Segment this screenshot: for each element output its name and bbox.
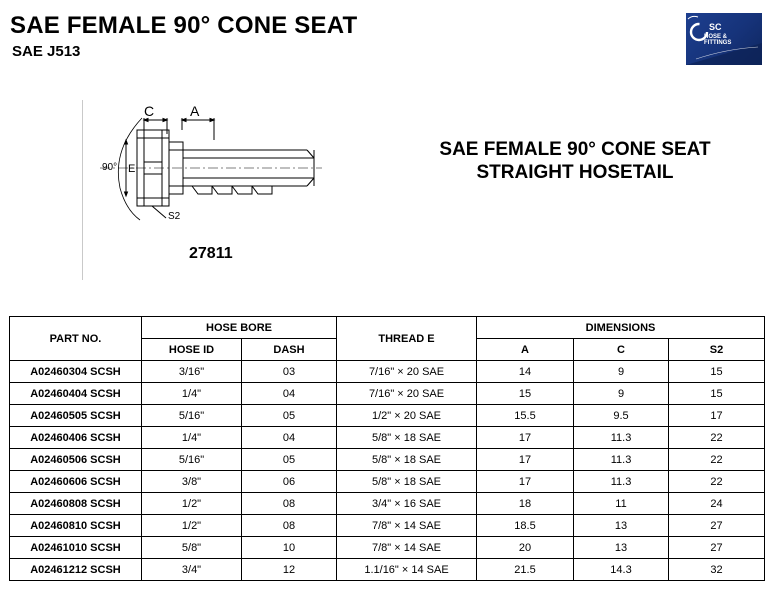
cell-thread: 5/8" × 18 SAE	[337, 449, 477, 471]
cell-hose-id: 1/2"	[142, 515, 242, 537]
cell-hose-id: 5/8"	[142, 537, 242, 559]
cell-part-no: A02460808 SCSH	[10, 493, 142, 515]
header-dimensions: DIMENSIONS	[477, 317, 765, 339]
cell-a: 17	[477, 471, 574, 493]
cell-hose-id: 3/16"	[142, 361, 242, 383]
cell-s2: 24	[669, 493, 765, 515]
cell-a: 15	[477, 383, 574, 405]
cell-c: 11.3	[574, 471, 669, 493]
cell-c: 11.3	[574, 449, 669, 471]
cell-thread: 7/16" × 20 SAE	[337, 361, 477, 383]
cell-hose-id: 5/16"	[142, 449, 242, 471]
cell-dash: 05	[242, 405, 337, 427]
page-title: SAE FEMALE 90° CONE SEAT	[10, 12, 358, 39]
header-a: A	[477, 339, 574, 361]
cell-hose-id: 1/4"	[142, 383, 242, 405]
cell-a: 20	[477, 537, 574, 559]
company-logo	[686, 13, 762, 65]
cell-thread: 5/8" × 18 SAE	[337, 427, 477, 449]
table-row	[10, 471, 765, 493]
table-row	[10, 559, 765, 581]
product-heading-line2: STRAIGHT HOSETAIL	[476, 162, 674, 183]
cell-part-no: A02460810 SCSH	[10, 515, 142, 537]
spec-table	[9, 316, 765, 581]
product-heading-line1: SAE FEMALE 90° CONE SEAT	[439, 139, 711, 160]
header-hose-id: HOSE ID	[142, 339, 242, 361]
cell-s2: 15	[669, 361, 765, 383]
cell-dash: 08	[242, 493, 337, 515]
cell-dash: 03	[242, 361, 337, 383]
cell-part-no: A02461010 SCSH	[10, 537, 142, 559]
cell-hose-id: 5/16"	[142, 405, 242, 427]
part-code: 27811	[189, 245, 233, 262]
cell-a: 15.5	[477, 405, 574, 427]
cell-thread: 1.1/16" × 14 SAE	[337, 559, 477, 581]
cell-s2: 27	[669, 515, 765, 537]
cell-c: 9.5	[574, 405, 669, 427]
logo-line1: HOSE &	[704, 34, 728, 40]
cell-hose-id: 3/4"	[142, 559, 242, 581]
header-thread: THREAD E	[337, 317, 477, 361]
cell-s2: 15	[669, 383, 765, 405]
label-angle: 90°	[102, 162, 118, 173]
cell-a: 14	[477, 361, 574, 383]
table-row	[10, 493, 765, 515]
cell-hose-id: 3/8"	[142, 471, 242, 493]
cell-a: 18	[477, 493, 574, 515]
cell-c: 9	[574, 383, 669, 405]
cell-dash: 04	[242, 383, 337, 405]
cell-thread: 5/8" × 18 SAE	[337, 471, 477, 493]
cell-hose-id: 1/4"	[142, 427, 242, 449]
product-heading	[420, 138, 730, 184]
cell-a: 17	[477, 427, 574, 449]
cell-part-no: A02460404 SCSH	[10, 383, 142, 405]
table-row	[10, 427, 765, 449]
cell-a: 17	[477, 449, 574, 471]
cell-dash: 10	[242, 537, 337, 559]
standard-subtitle: SAE J513	[12, 43, 81, 60]
cell-part-no: A02460606 SCSH	[10, 471, 142, 493]
cell-thread: 3/4" × 16 SAE	[337, 493, 477, 515]
cell-c: 13	[574, 537, 669, 559]
label-a: A	[190, 103, 200, 119]
cell-dash: 08	[242, 515, 337, 537]
cell-dash: 12	[242, 559, 337, 581]
table-row	[10, 383, 765, 405]
label-e: E	[128, 163, 136, 175]
cell-part-no: A02461212 SCSH	[10, 559, 142, 581]
label-s2: S2	[168, 211, 181, 222]
logo-mark: SC	[709, 22, 722, 32]
table-row	[10, 405, 765, 427]
cell-a: 18.5	[477, 515, 574, 537]
header-hose-bore: HOSE BORE	[142, 317, 337, 339]
cell-part-no: A02460506 SCSH	[10, 449, 142, 471]
cell-a: 21.5	[477, 559, 574, 581]
cell-part-no: A02460505 SCSH	[10, 405, 142, 427]
cell-dash: 04	[242, 427, 337, 449]
cell-thread: 7/8" × 14 SAE	[337, 515, 477, 537]
table-row	[10, 537, 765, 559]
header-dash: DASH	[242, 339, 337, 361]
cell-c: 14.3	[574, 559, 669, 581]
cell-part-no: A02460406 SCSH	[10, 427, 142, 449]
table-row	[10, 449, 765, 471]
cell-c: 9	[574, 361, 669, 383]
cell-c: 11	[574, 493, 669, 515]
cell-c: 13	[574, 515, 669, 537]
header-part-no: PART NO.	[10, 317, 142, 361]
cell-dash: 05	[242, 449, 337, 471]
logo-line2: FITTINGS	[704, 40, 732, 46]
cell-dash: 06	[242, 471, 337, 493]
cell-part-no: A02460304 SCSH	[10, 361, 142, 383]
cell-s2: 17	[669, 405, 765, 427]
cell-thread: 7/8" × 14 SAE	[337, 537, 477, 559]
cell-s2: 22	[669, 449, 765, 471]
label-c: C	[144, 103, 155, 119]
cell-c: 11.3	[574, 427, 669, 449]
cell-s2: 32	[669, 559, 765, 581]
table-row	[10, 361, 765, 383]
cell-hose-id: 1/2"	[142, 493, 242, 515]
cell-thread: 7/16" × 20 SAE	[337, 383, 477, 405]
header-s2: S2	[669, 339, 765, 361]
cell-s2: 27	[669, 537, 765, 559]
cell-s2: 22	[669, 471, 765, 493]
cell-thread: 1/2" × 20 SAE	[337, 405, 477, 427]
table-row	[10, 515, 765, 537]
cell-s2: 22	[669, 427, 765, 449]
header-c: C	[574, 339, 669, 361]
